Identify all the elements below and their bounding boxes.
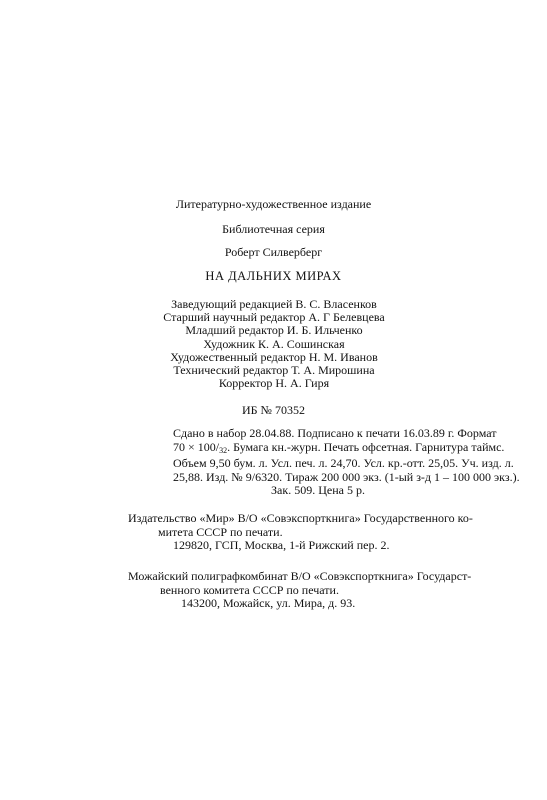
imprint-line: Объем 9,50 бум. л. Усл. печ. л. 24,70. Усл. кр.-отт. 25,05. Уч. изд. л. [173, 456, 514, 471]
format-subscript: 32 [219, 445, 228, 455]
publisher-line: митета СССР по печати. [158, 524, 283, 539]
imprint-text: . Бумага кн.-журн. Печать офсетная. Гарнитура таймс. [227, 439, 505, 454]
staff-line: Заведующий редакцией В. С. Власенков [171, 297, 377, 311]
imprint-line: Зак. 509. Цена 5 р. [271, 483, 365, 498]
ib-number: ИБ № 70352 [241, 403, 305, 417]
book-title: НА ДАЛЬНИХ МИРАХ [205, 269, 342, 283]
publisher-address: 129820, ГСП, Москва, 1-й Рижский пер. 2. [173, 538, 390, 553]
staff-line: Корректор Н. А. Гиря [218, 376, 330, 391]
imprint-block [173, 426, 520, 498]
imprint-line: 25,88. Изд. № 9/6320. Тираж 200 000 экз. (1-ый з-д 1 – 100 000 экз.). [173, 469, 520, 484]
publisher-line: Издательство «Мир» В/О «Совэкспорткнига» Государственного ко- [128, 511, 473, 525]
staff-list [135, 298, 413, 390]
printer-address: 143200, Можайск, ул. Мира, д. 93. [181, 596, 356, 611]
author-name: Роберт Силверберг [224, 245, 323, 259]
staff-line: Художник К. А. Сошинская [203, 336, 345, 351]
imprint-line: Сдано в набор 28.04.88. Подписано к печати 16.03.89 г. Формат [173, 426, 497, 440]
publisher-block [128, 511, 473, 553]
imprint-line [173, 439, 505, 458]
staff-line: Технический редактор Т. А. Мирошина [173, 363, 375, 378]
printer-line: венного комитета СССР по печати. [160, 582, 339, 597]
printer-line: Можайский полиграфкомбинат В/О «Совэкспорткнига» Государст- [128, 569, 472, 583]
staff-line: Старший научный редактор А. Г Белевцева [163, 310, 385, 325]
staff-line: Младший редактор И. Б. Ильченко [185, 323, 363, 338]
staff-line: Художественный редактор Н. М. Иванов [170, 349, 378, 364]
series-name: Библиотечная серия [222, 222, 325, 236]
edition-type: Литературно-художественное издание [175, 197, 372, 211]
format-text: 70 × 100/ [173, 439, 220, 454]
printer-block [128, 569, 472, 611]
